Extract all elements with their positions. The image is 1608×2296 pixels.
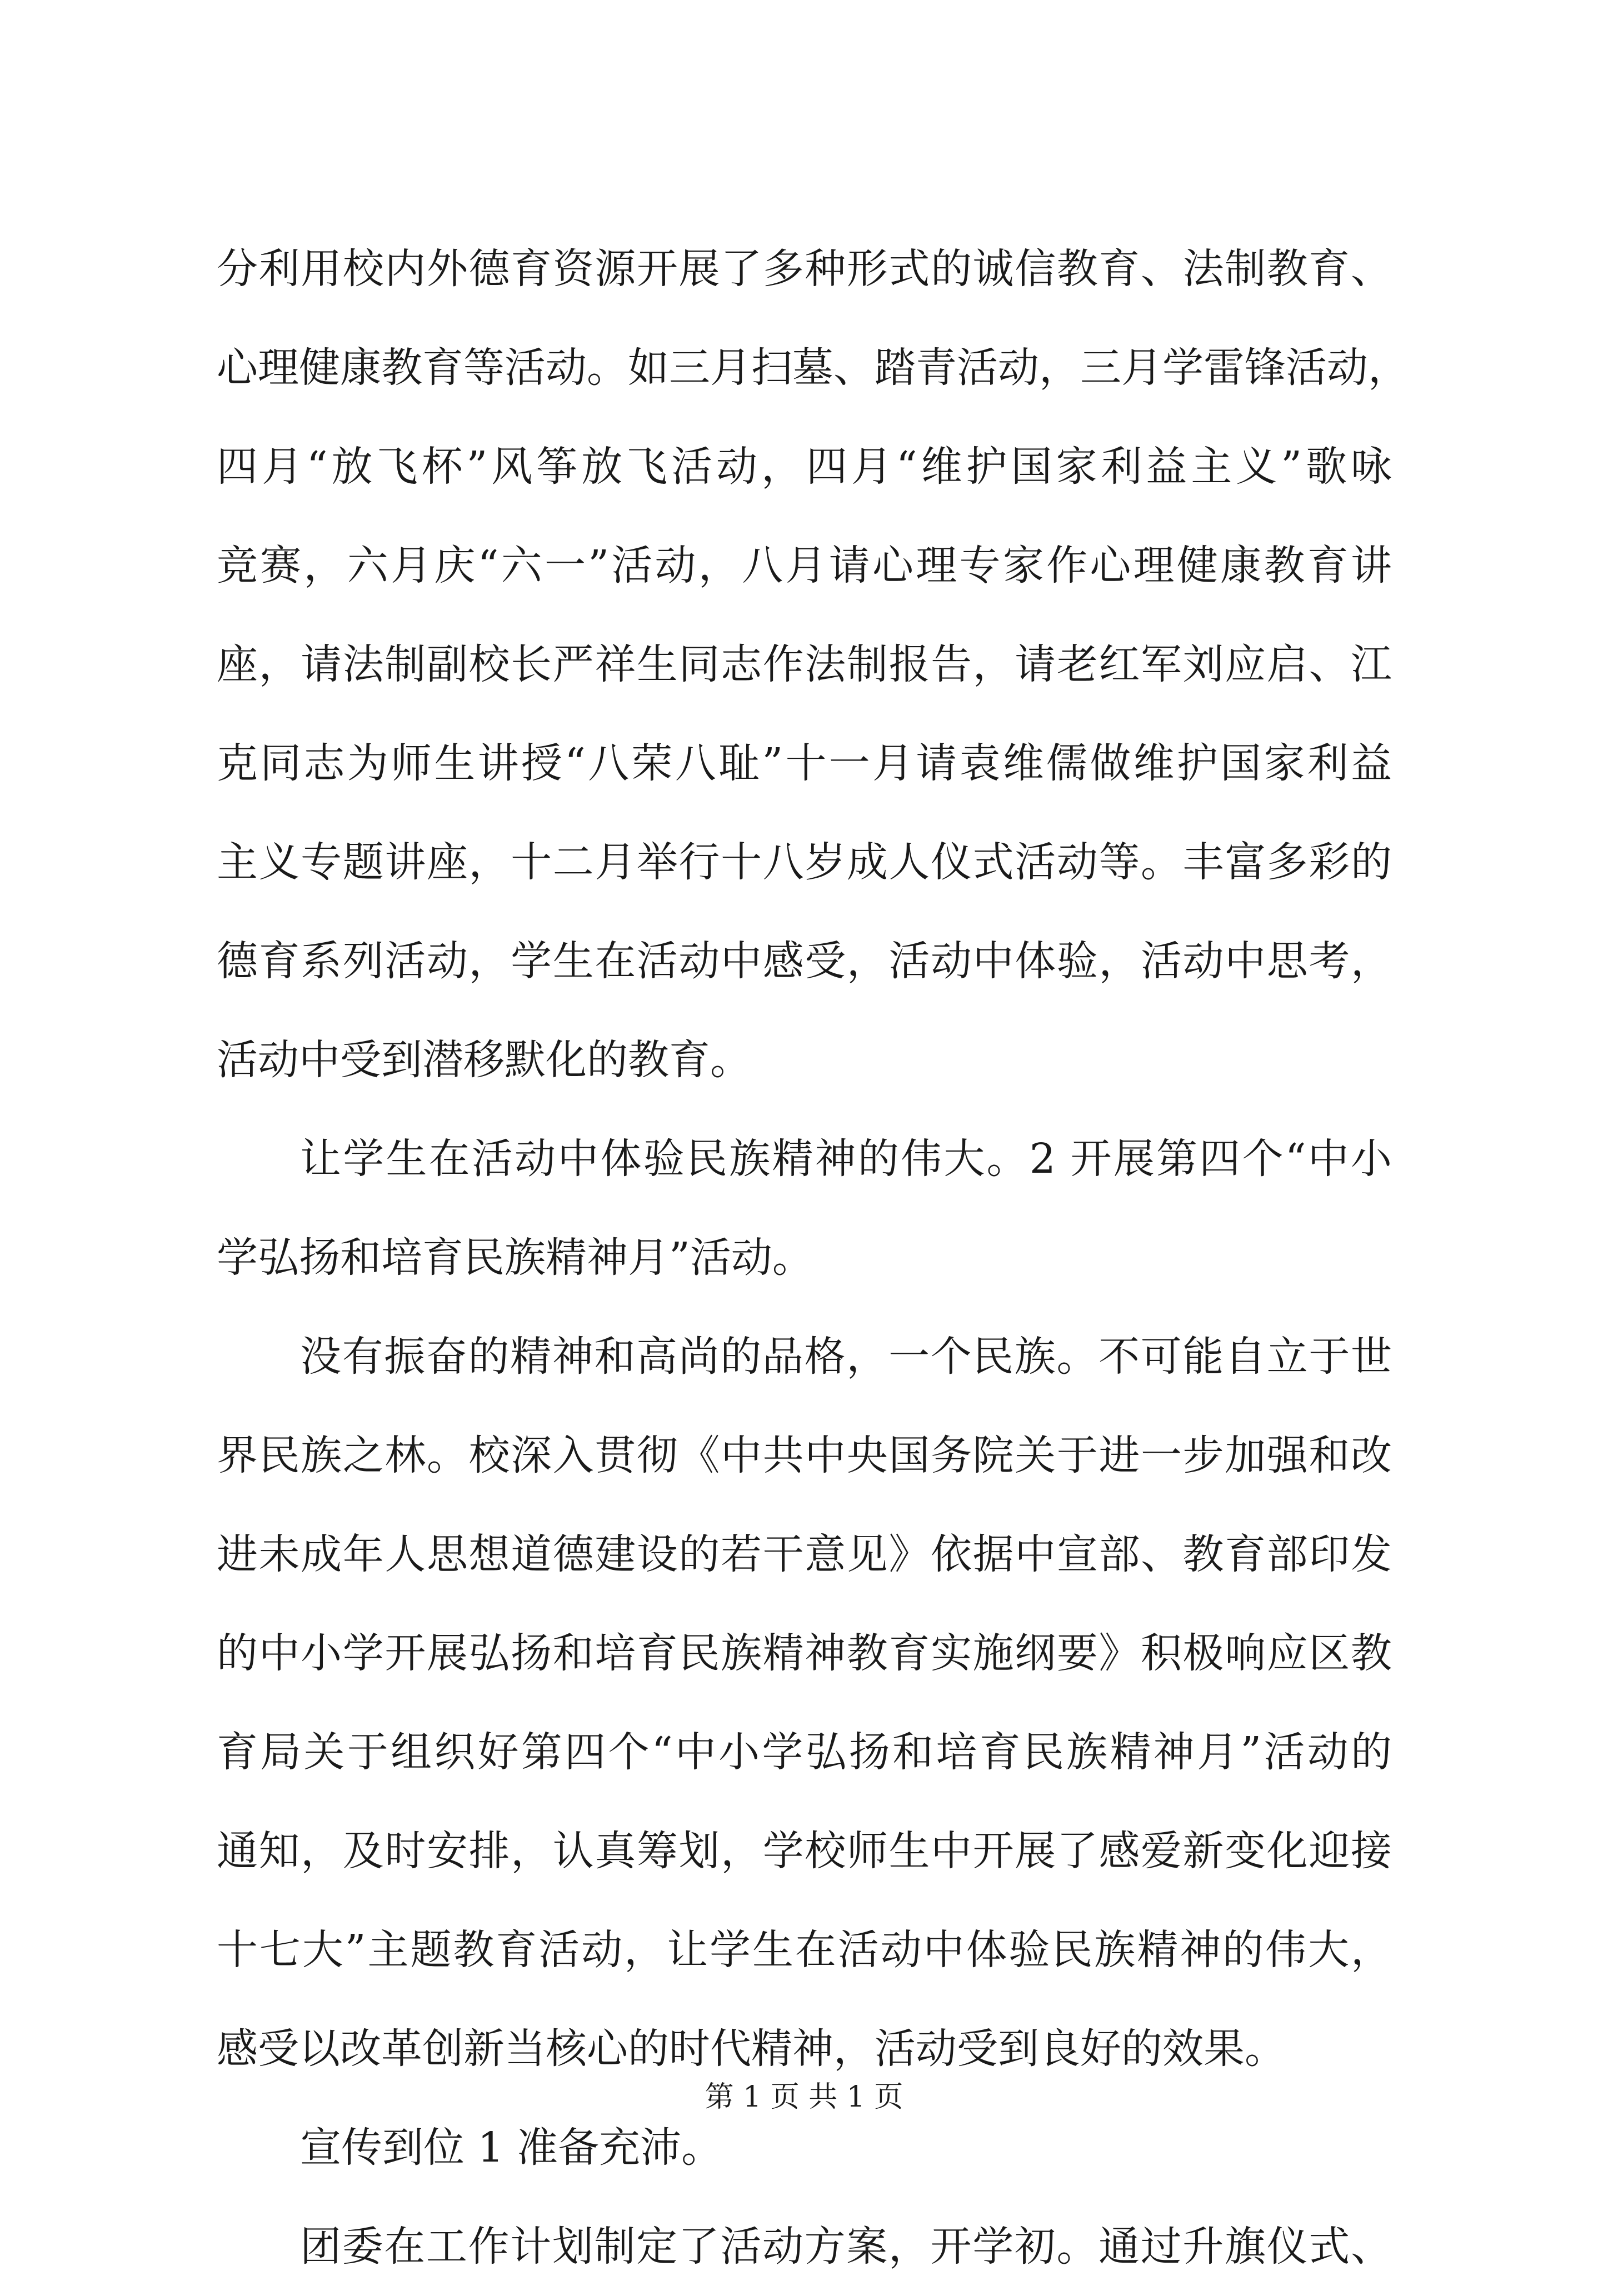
text-line: 宣传到位 1 准备充沛。 [300,2124,723,2172]
text-line: 感受以改革创新当核心的时代精神，活动受到良好的效果。 [217,2025,1286,2073]
text-line: 德育系列活动，学生在活动中感受，活动中体验，活动中思考， [217,937,1392,985]
text-line: 活动中受到潜移默化的教育。 [217,1036,751,1084]
text-line: 主义专题讲座，十二月举行十八岁成人仪式活动等。丰富多彩的 [217,838,1392,886]
text-line: 界民族之林。校深入贯彻《中共中央国务院关于进一步加强和改 [217,1432,1392,1479]
text-line: 通知，及时安排，认真筹划，学校师生中开展了感爱新变化迎接 [217,1827,1392,1875]
text-line: 座，请法制副校长严祥生同志作法制报告，请老红军刘应启、江 [217,641,1392,688]
text-line: 没有振奋的精神和高尚的品格，一个民族。不可能自立于世 [300,1333,1392,1380]
document-body [217,219,1409,2296]
text-line: 心理健康教育等活动。如三月扫墓、踏青活动，三月学雷锋活动， [217,344,1409,392]
text-line: 克同志为师生讲授“八荣八耻”十一月请袁维儒做维护国家利益 [217,739,1392,787]
text-line: 让学生在活动中体验民族精神的伟大。2 开展第四个“中小 [300,1135,1392,1183]
text-line: 育局关于组织好第四个“中小学弘扬和培育民族精神月”活动的 [217,1728,1392,1776]
text-line: 的中小学开展弘扬和培育民族精神教育实施纲要》积极响应区教 [217,1629,1392,1677]
text-line: 团委在工作计划制定了活动方案，开学初。通过升旗仪式、 [300,2223,1392,2270]
text-line: 四月“放飞杯”风筝放飞活动，四月“维护国家利益主义”歌咏 [217,443,1392,491]
text-line: 分利用校内外德育资源开展了多种形式的诚信教育、法制教育、 [217,245,1392,293]
text-line: 十七大”主题教育活动，让学生在活动中体验民族精神的伟大， [217,1926,1392,1974]
text-line: 进未成年人思想道德建设的若干意见》依据中宣部、教育部印发 [217,1530,1392,1578]
text-line: 竞赛，六月庆“六一”活动，八月请心理专家作心理健康教育讲 [217,542,1392,589]
page-number-footer: 第 1 页 共 1 页 [705,2080,903,2114]
text-line: 学弘扬和培育民族精神月”活动。 [217,1234,813,1282]
